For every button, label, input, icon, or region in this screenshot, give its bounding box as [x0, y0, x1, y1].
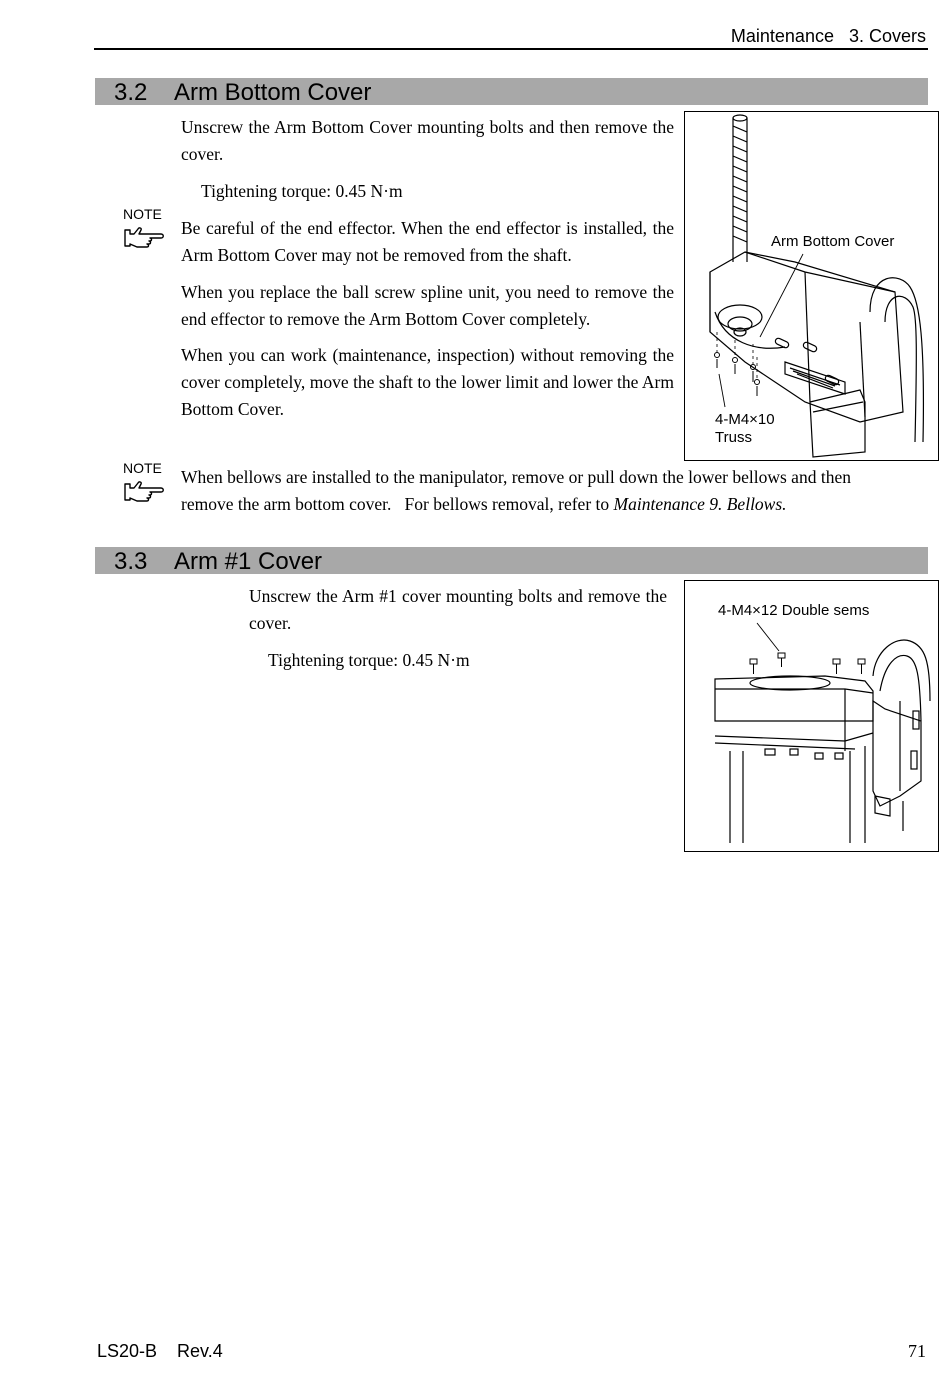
section-number: 3.3 [114, 548, 148, 575]
figure-arm-bottom-cover [684, 111, 939, 461]
section-heading-3-2 [95, 78, 928, 105]
header-rule [94, 48, 928, 50]
note-label: NOTE [123, 460, 162, 476]
note-label: NOTE [123, 206, 162, 222]
section-heading-3-3 [95, 547, 928, 574]
note-paragraph: Be careful of the end effector. When the end effector is installed, the Arm Bottom Cover may not be removed from the shaft. [181, 218, 674, 265]
arm-1-cover-illustration [685, 581, 938, 851]
figure-label-bolt-type: Truss [715, 429, 752, 446]
figure-label-bolt: 4-M4×12 Double sems [718, 602, 870, 619]
instruction-paragraph: Unscrew the Arm Bottom Cover mounting bolts and then remove the cover. [181, 117, 674, 164]
note-paragraph: When you can work (maintenance, inspection) without removing the cover completely, move the shaft to the lower limit and lower the Arm Bottom Cover. [181, 345, 674, 419]
section-title: Arm Bottom Cover [174, 79, 372, 106]
note-paragraph [181, 464, 901, 518]
section-title: Arm #1 Cover [174, 548, 323, 575]
running-header: Maintenance 3. Covers [730, 26, 926, 46]
arm-bottom-cover-illustration [685, 112, 938, 460]
torque-spec: Tightening torque: 0.45 N·m [201, 181, 403, 201]
pointing-hand-icon [123, 480, 165, 509]
instruction-paragraph: Unscrew the Arm #1 cover mounting bolts and remove the cover. [249, 586, 667, 633]
pointing-hand-icon [123, 226, 165, 255]
note-text: When bellows are installed to the manipulator, remove or pull down the lower bellows and then remove the arm bottom cover. For bellows removal, refer to [181, 467, 856, 514]
cross-reference-link[interactable]: Maintenance 9. Bellows. [613, 494, 787, 514]
figure-label-cover: Arm Bottom Cover [771, 233, 895, 250]
torque-spec: Tightening torque: 0.45 N·m [268, 650, 470, 670]
page-number: 71 [908, 1341, 926, 1361]
footer-model-revision: LS20-B Rev.4 [97, 1341, 223, 1361]
section-number: 3.2 [114, 79, 148, 106]
note-paragraph: When you replace the ball screw spline unit, you need to remove the end effector to remove the Arm Bottom Cover completely. [181, 282, 674, 329]
figure-arm-1-cover [684, 580, 939, 852]
figure-label-bolt: 4-M4×10 [715, 411, 775, 428]
